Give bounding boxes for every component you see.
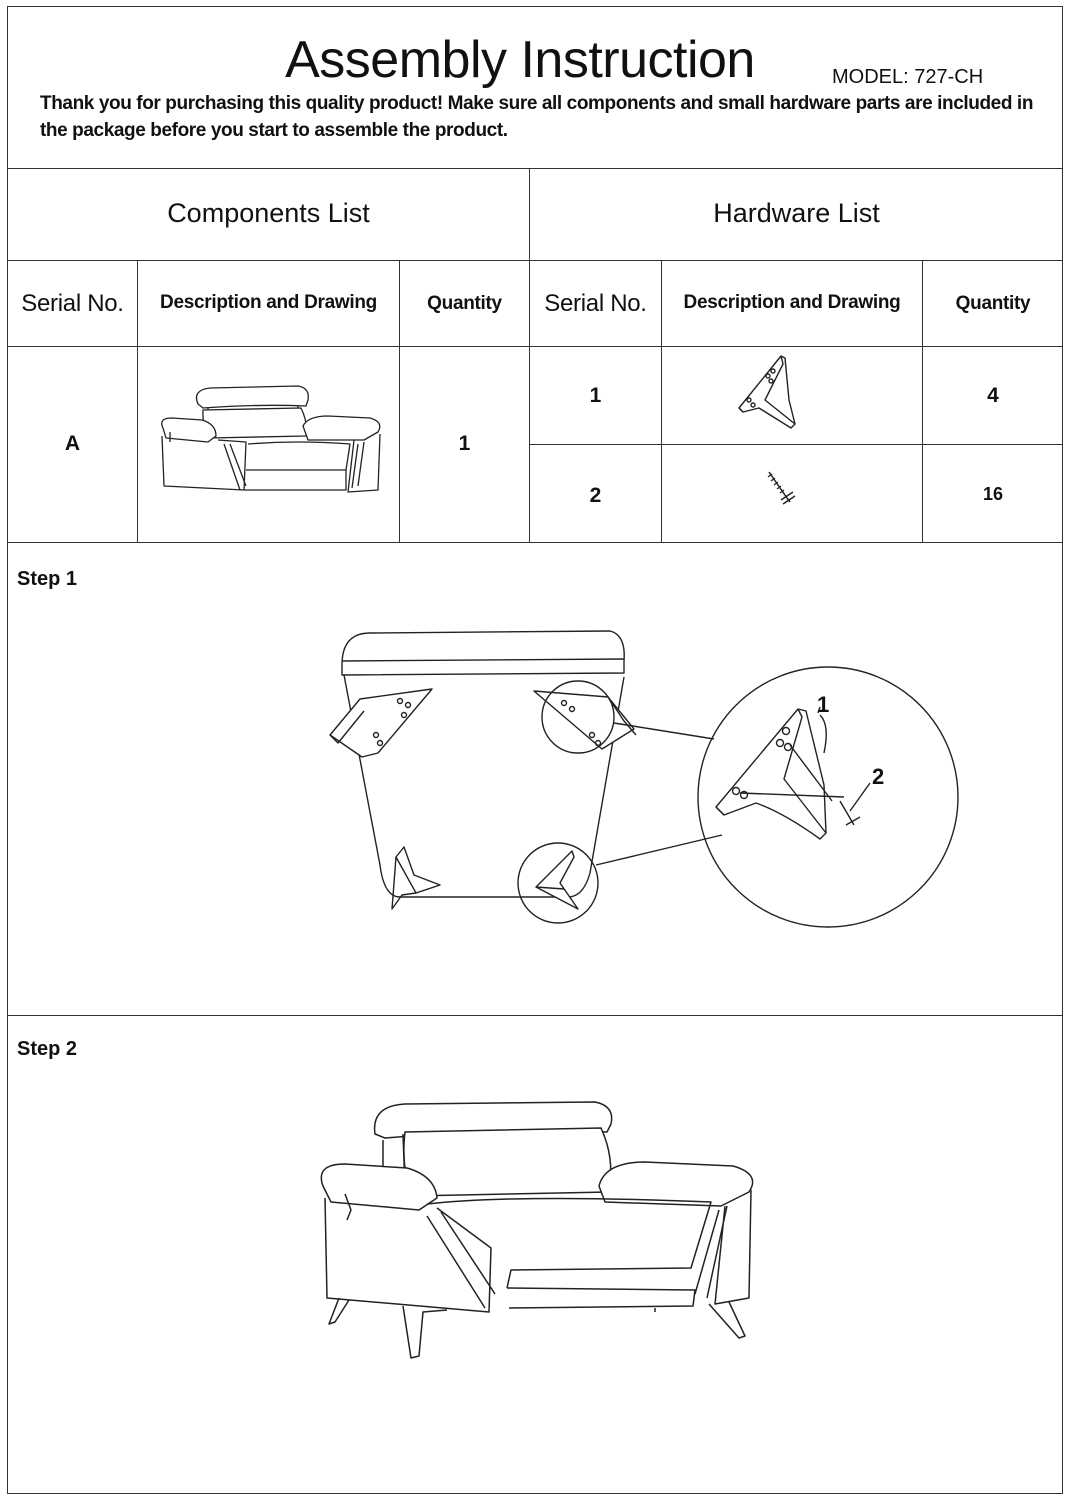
hardware-serial: 1 (589, 384, 602, 407)
hardware-quantity: 4 (987, 384, 999, 407)
step-2-armchair-drawing (315, 1098, 761, 1363)
divider (7, 168, 1063, 169)
col-header-serial: Serial No. (544, 290, 647, 317)
divider (7, 542, 1063, 543)
component-quantity: 1 (458, 432, 471, 455)
components-heading: Components List (167, 198, 370, 228)
leg-bracket-drawing (735, 354, 799, 430)
divider (530, 444, 1063, 445)
col-header-description: Description and Drawing (160, 292, 377, 313)
col-header-quantity: Quantity (955, 293, 1031, 314)
intro-text: Thank you for purchasing this quality product! Make sure all components and small hardware parts are included in the package before you start to assemble the product. (40, 93, 1034, 141)
page-title: Assembly Instruction (285, 31, 755, 89)
divider (7, 1015, 1063, 1016)
step-2-label: Step 2 (17, 1038, 78, 1060)
screw-drawing (763, 468, 799, 510)
callout-2: 2 (872, 764, 885, 789)
divider (7, 346, 1063, 347)
hardware-heading: Hardware List (713, 198, 880, 228)
col-header-quantity: Quantity (427, 293, 502, 314)
armchair-drawing (158, 382, 383, 494)
hardware-serial: 2 (589, 484, 602, 507)
hardware-quantity: 16 (982, 484, 1004, 504)
col-header-serial: Serial No. (21, 290, 124, 317)
col-header-description: Description and Drawing (683, 292, 901, 313)
callout-1: 1 (817, 692, 830, 717)
component-serial: A (64, 432, 81, 455)
divider (7, 260, 1063, 261)
model-number: MODEL: 727-CH (832, 66, 984, 88)
step-1-label: Step 1 (17, 568, 78, 590)
